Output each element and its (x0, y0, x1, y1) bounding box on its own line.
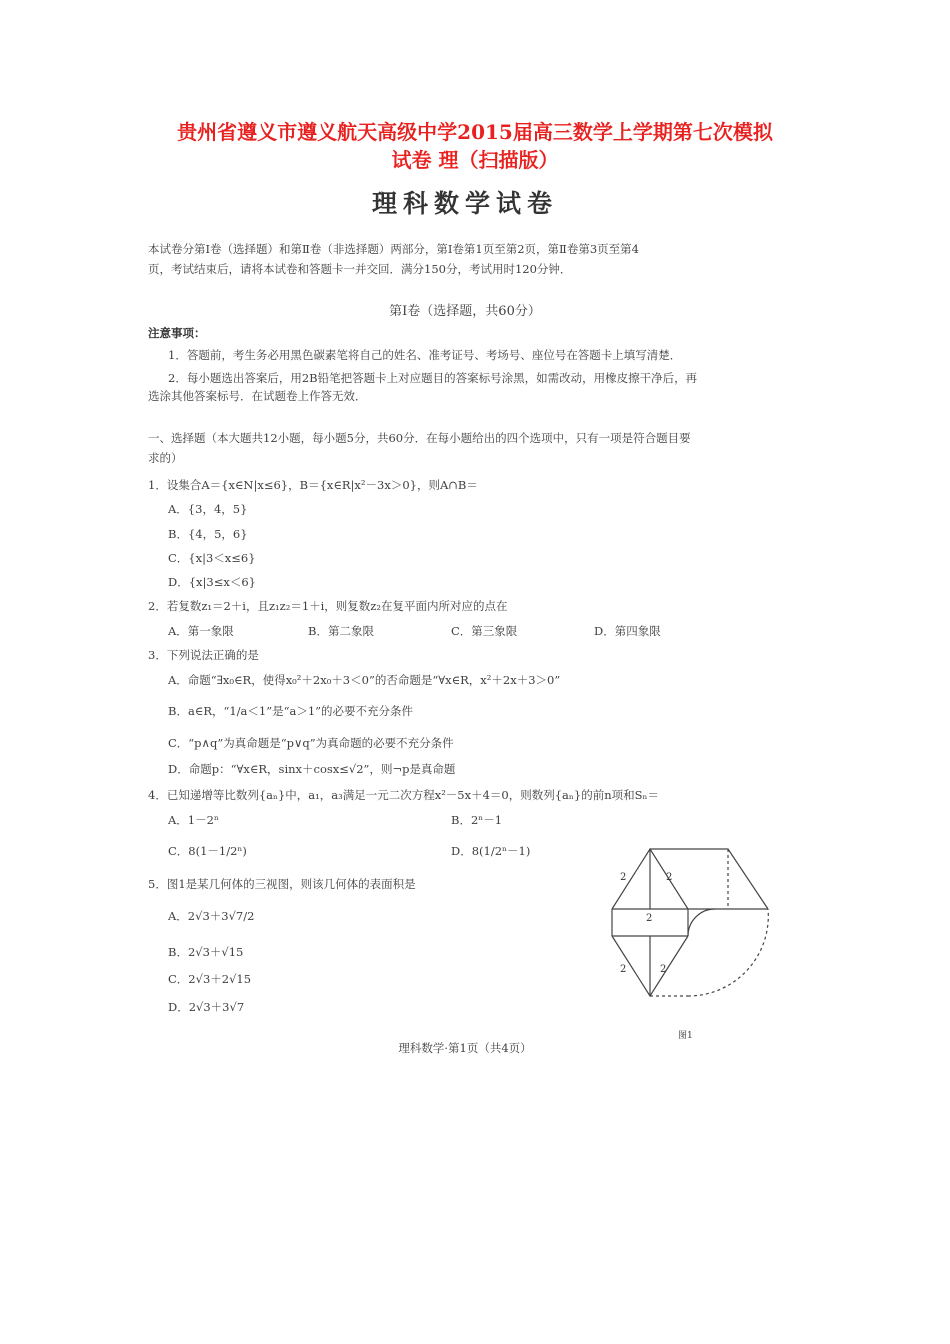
q1-option-b: B．{4，5，6} (168, 527, 248, 541)
q3-option-c: C．“p∧q”为真命题是“p∨q”为真命题的必要不充分条件 (168, 736, 454, 750)
section-1-heading-cont: 求的） (148, 451, 183, 465)
banner-line-2: 试卷 理（扫描版） (391, 148, 559, 172)
question-2: 2．若复数z₁＝2＋i，且z₁z₂＝1＋i，则复数z₂在复平面内所对应的点在 (148, 599, 508, 613)
q3-option-d: D．命题p：“∀x∈R，sinx＋cosx≤√2”，则¬p是真命题 (168, 762, 456, 776)
question-1: 1．设集合A＝{x∈N|x≤6}，B＝{x∈R|x²－3x＞0}，则A∩B＝ (148, 478, 478, 492)
figure-label-4: 2 (620, 964, 627, 975)
exam-title: 理科数学试卷 (371, 189, 558, 218)
notice-item-2-cont: 选涂其他答案标号．在试题卷上作答无效． (148, 389, 367, 403)
q1-option-d: D．{x|3≤x＜6} (168, 575, 256, 589)
q5-option-b: B．2√3＋√15 (168, 945, 244, 959)
figure-caption: 图1 (678, 1031, 693, 1041)
notice-item-2: 2．每小题选出答案后，用2B铅笔把答题卡上对应题目的答案标号涂黑，如需改动，用橡皮擦干净后，再 (168, 371, 698, 385)
notice-item-1: 1．答题前，考生务必用黑色碳素笔将自己的姓名、准考证号、考场号、座位号在答题卡上填写清楚． (168, 348, 682, 362)
three-view-figure (608, 846, 778, 1046)
q2-option-c: C．第三象限 (451, 624, 518, 638)
q5-option-d: D．2√3＋3√7 (168, 1000, 245, 1014)
question-5: 5．图1是某几何体的三视图，则该几何体的表面积是 (148, 877, 416, 891)
q1-option-a: A．{3，4，5} (168, 502, 248, 516)
q3-option-b: B．a∈R，“1/a＜1”是“a＞1”的必要不充分条件 (168, 704, 414, 718)
q5-option-c: C．2√3＋2√15 (168, 972, 252, 986)
intro-line-1: 本试卷分第Ⅰ卷（选择题）和第Ⅱ卷（非选择题）两部分，第Ⅰ卷第1页至第2页，第Ⅱ卷第3页至第4 (148, 242, 639, 256)
q5-option-a: A．2√3＋3√7/2 (168, 909, 255, 923)
page-footer: 理科数学·第1页（共4页） (398, 1041, 532, 1055)
document-banner-title (130, 118, 820, 174)
q4-option-b: B．2ⁿ－1 (451, 813, 503, 827)
part-1-heading: 第Ⅰ卷（选择题，共60分） (389, 304, 541, 319)
banner-line-1: 贵州省遵义市遵义航天高级中学2015届高三数学上学期第七次模拟 (177, 120, 773, 144)
intro-line-2: 页，考试结束后，请将本试卷和答题卡一并交回．满分150分，考试用时120分钟． (148, 262, 572, 276)
q4-option-c: C．8(1－1/2ⁿ) (168, 844, 247, 858)
q4-option-a: A．1－2ⁿ (168, 813, 219, 827)
figure-label-1: 2 (620, 872, 627, 883)
q3-option-a: A．命题“∃x₀∈R，使得x₀²＋2x₀＋3＜0”的否命题是“∀x∈R，x²＋2x＋3＞0” (168, 673, 561, 687)
question-4: 4．已知递增等比数列{aₙ}中，a₁，a₃满足一元二次方程x²－5x＋4＝0，则数列{aₙ}的前n项和Sₙ＝ (148, 788, 659, 802)
figure-label-2: 2 (666, 872, 673, 883)
q2-option-d: D．第四象限 (594, 624, 661, 638)
figure-label-3: 2 (646, 913, 653, 924)
figure-label-5: 2 (660, 964, 667, 975)
q1-option-c: C．{x|3＜x≤6} (168, 551, 256, 565)
scanned-exam-page (140, 178, 790, 1068)
q2-option-a: A．第一象限 (168, 624, 234, 638)
section-1-heading: 一、选择题（本大题共12小题，每小题5分，共60分．在每小题给出的四个选项中，只有一项是符合题目要 (148, 431, 691, 445)
question-3: 3．下列说法正确的是 (148, 648, 259, 662)
notice-heading: 注意事项： (148, 326, 206, 340)
q2-option-b: B．第二象限 (308, 624, 374, 638)
q4-option-d: D．8(1/2ⁿ－1) (451, 844, 531, 858)
